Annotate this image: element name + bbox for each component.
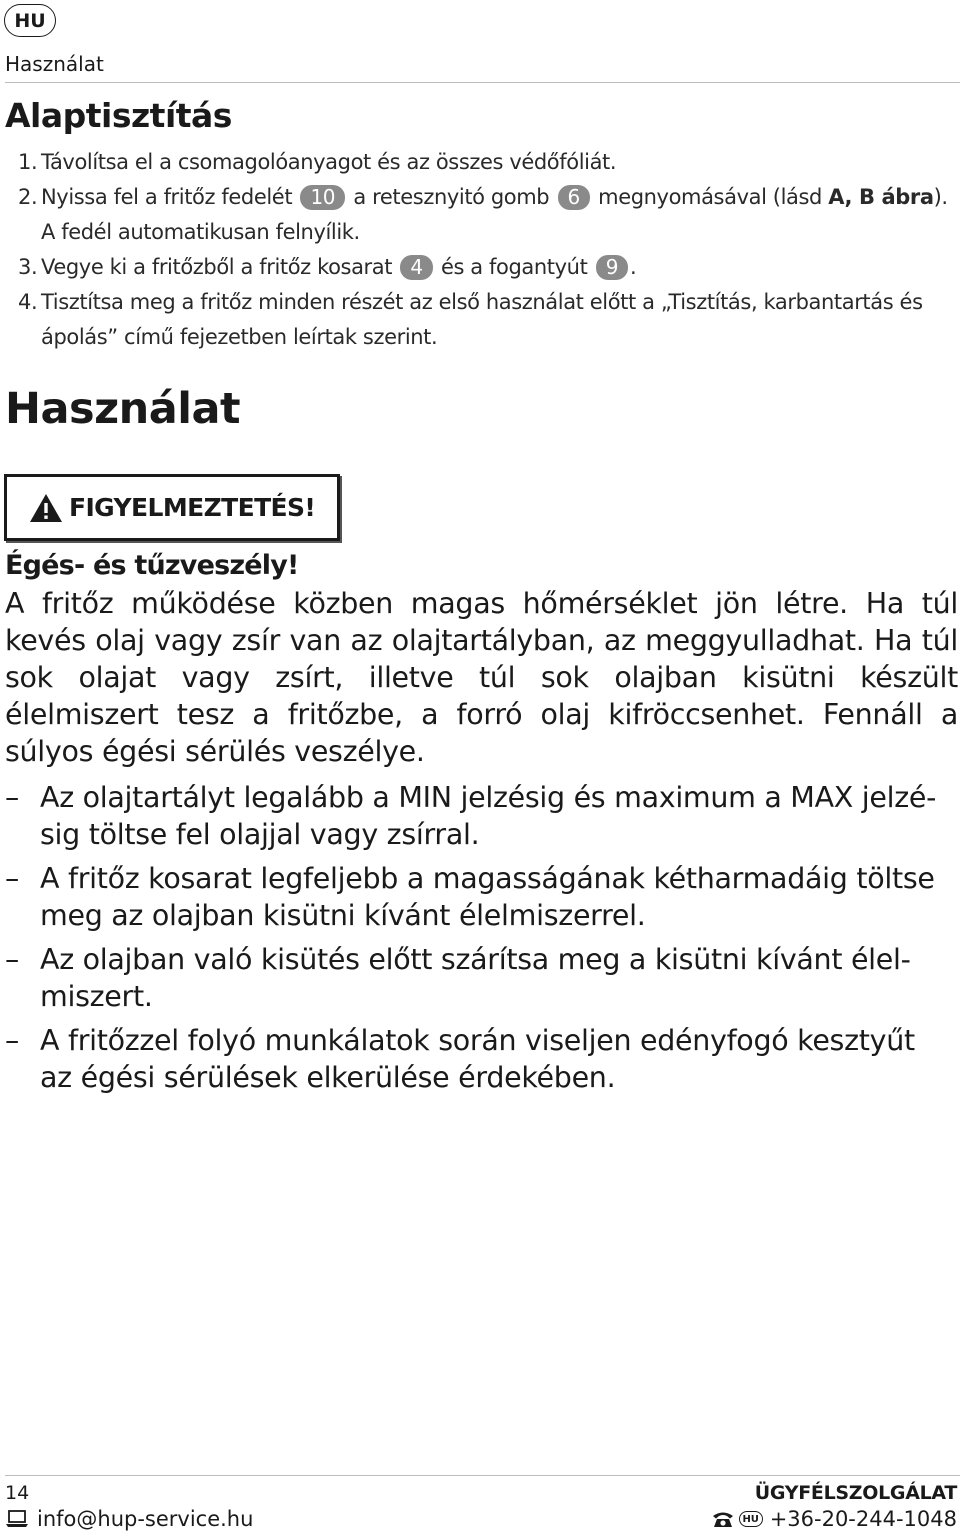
step-number: 4. <box>18 290 38 314</box>
cleaning-steps <box>0 145 960 355</box>
dash-bullet: – <box>5 943 19 976</box>
step-text: Vegye ki a fritőzből a fritőz kosarat <box>41 255 393 279</box>
part-reference: 6 <box>558 185 590 210</box>
step-item <box>0 250 960 285</box>
step-text: Tisztítsa meg a fritőz minden részét az első használat előtt a „Tisztítás, karbantartás és ápolás” című fejezetben leírtak szerint. <box>41 290 923 349</box>
phone-number[interactable]: +36-20-244-1048 <box>769 1507 957 1531</box>
step-text: a retesznyitó gomb <box>353 185 550 209</box>
warning-box <box>4 474 340 541</box>
step-item <box>0 285 960 355</box>
list-item-text: Az olajtartályt legalább a MIN jelzésig és maximum a MAX jelzésig töltse fel olajjal vagy zsírral. <box>40 781 937 851</box>
list-item <box>0 941 960 1015</box>
step-item <box>0 145 960 180</box>
warning-title: Égés- és tűzveszély! <box>5 550 299 581</box>
step-number: 2. <box>18 185 38 209</box>
header-divider <box>5 82 960 83</box>
step-text: ). <box>933 185 948 209</box>
section-title-usage: Használat <box>5 384 241 434</box>
step-number: 3. <box>18 255 38 279</box>
part-reference: 4 <box>400 255 432 280</box>
part-reference: 9 <box>596 255 628 280</box>
phone-icon <box>711 1510 735 1528</box>
step-text: Távolítsa el a csomagolóanyagot és az összes védőfóliát. <box>41 150 617 174</box>
list-item-text: A fritőzzel folyó munkálatok során viseljen edényfogó kesztyűt az égési sérülések elkerülése érdekében. <box>40 1024 915 1094</box>
laptop-icon <box>5 1510 29 1528</box>
step-item <box>0 180 960 250</box>
list-item <box>0 1022 960 1096</box>
language-badge: HU <box>4 4 56 37</box>
part-reference: 10 <box>300 185 345 210</box>
phone-country-badge: HU <box>739 1511 763 1527</box>
step-number: 1. <box>18 150 38 174</box>
step-text: . <box>630 255 637 279</box>
list-item-text: A fritőz kosarat legfeljebb a magasságának kétharmadáig töltse meg az olajban kisütni kívánt élelmiszerrel. <box>40 862 935 932</box>
step-text: A fedél automatikusan felnyílik. <box>41 220 360 244</box>
list-item <box>0 860 960 934</box>
footer-email <box>5 1507 253 1531</box>
dash-bullet: – <box>5 1024 19 1057</box>
list-item-text: Az olajban való kisütés előtt szárítsa meg a kisütni kívánt élelmiszert. <box>40 943 911 1013</box>
warning-text: A fritőz működése közben magas hőmérséklet jön létre. Ha túl kevés olaj vagy zsír van az olajtartályban, az meggyulladhat. Ha túl sok olajat vagy zsírt, illetve túl sok olajban kisütni készült élelmiszert tesz a fritőzbe, a forró olaj kifröccsenhet. Fennáll a súlyos égési sérülés veszélye. <box>5 587 958 768</box>
footer-divider <box>5 1475 960 1476</box>
step-text: és a fogantyút <box>440 255 588 279</box>
warning-triangle-icon <box>29 493 63 523</box>
dash-bullet: – <box>5 781 19 814</box>
running-header: Használat <box>5 52 104 76</box>
section-title-cleaning: Alaptisztítás <box>5 96 232 135</box>
dash-bullet: – <box>5 862 19 895</box>
footer-phone <box>711 1507 957 1531</box>
page-number: 14 <box>5 1482 30 1504</box>
step-text: megnyomásával (lásd <box>598 185 822 209</box>
figure-reference: A, B ábra <box>828 185 934 209</box>
warning-label: FIGYELMEZTETÉS! <box>69 493 316 522</box>
service-label: ÜGYFÉLSZOLGÁLAT <box>754 1482 957 1504</box>
step-text: Nyissa fel a fritőz fedelét <box>41 185 293 209</box>
list-item <box>0 779 960 853</box>
warning-bullets <box>0 779 960 1103</box>
email-address[interactable]: info@hup-service.hu <box>37 1507 254 1531</box>
